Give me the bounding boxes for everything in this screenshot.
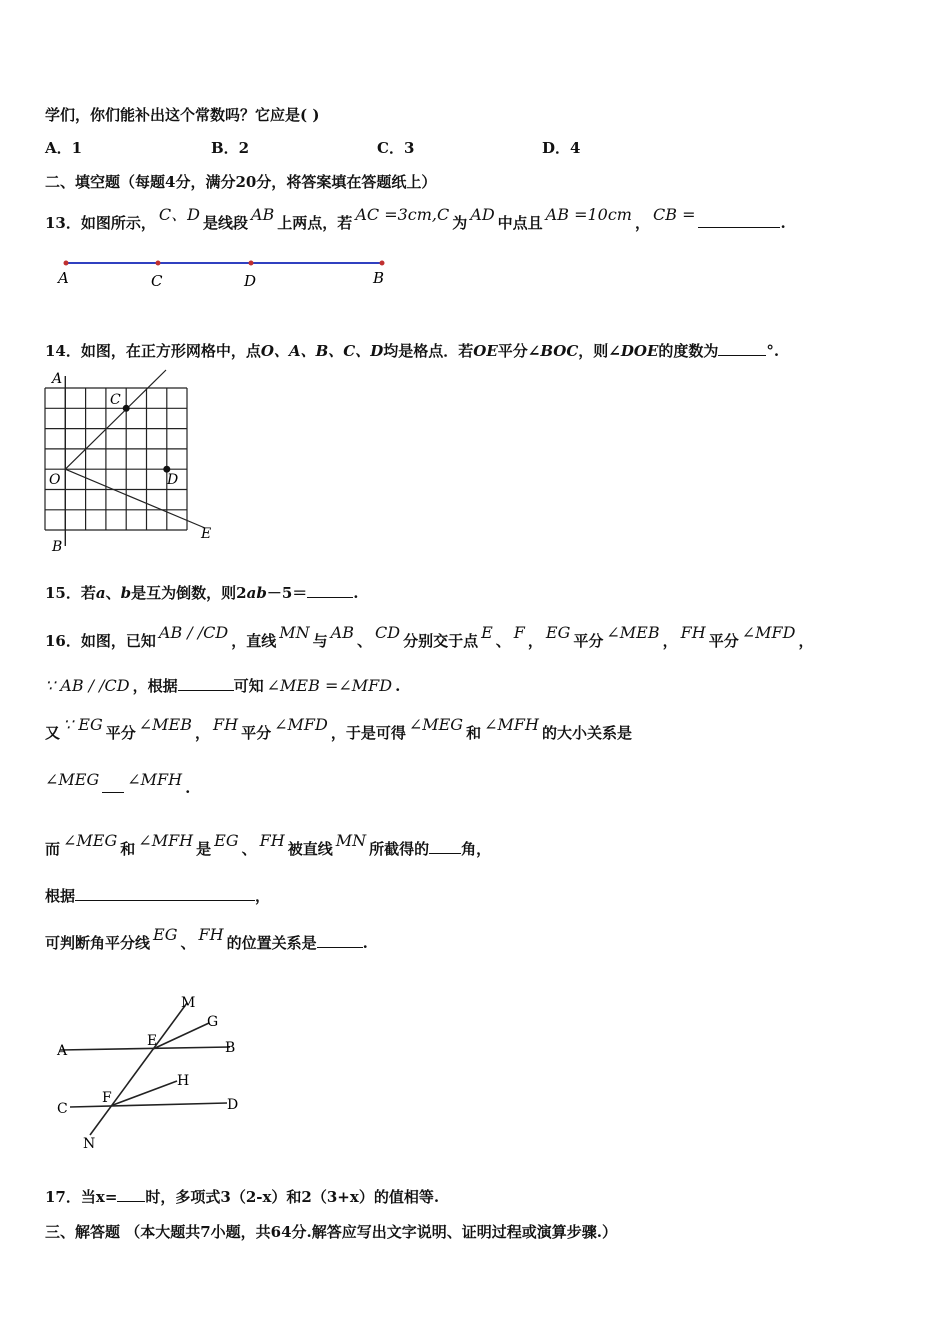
answer-blank — [178, 676, 234, 691]
q16-math: ∠MEB — [138, 715, 192, 734]
q16-math: ∵ EG — [63, 715, 103, 734]
q16-math: MN — [335, 831, 367, 850]
q16-text: 的位置关系是 — [226, 934, 317, 952]
q16-text: 又 — [45, 724, 61, 742]
label-e: E — [201, 526, 212, 542]
label-b: B — [225, 1040, 236, 1056]
q13-math: C、D — [158, 205, 200, 224]
point-c — [156, 261, 161, 266]
label-m: M — [181, 995, 196, 1011]
answer-blank — [718, 341, 766, 356]
q16-math: EG — [153, 925, 178, 944]
label-a: A — [52, 371, 63, 387]
ray-oc — [65, 370, 166, 469]
q16-math: FH — [259, 831, 285, 850]
answer-blank — [698, 213, 780, 228]
q16-math: F — [513, 623, 525, 642]
q16-text: 可知 — [233, 677, 264, 695]
q14-text: 均是格点．若 — [383, 342, 474, 360]
q16-text: 根据 — [45, 887, 76, 905]
q16-math: EG — [214, 831, 239, 850]
label-e: E — [147, 1033, 158, 1049]
answer-blank — [429, 839, 461, 854]
label-h: H — [177, 1073, 190, 1089]
label-b: B — [52, 539, 63, 555]
q16-line-1 — [45, 623, 814, 651]
ray-fh — [113, 1081, 177, 1105]
q16-text: 平分 — [241, 724, 272, 742]
q12-tail: 学们，你们能补出这个常数吗？它应是( ) — [45, 106, 320, 124]
q15-text: 、 — [105, 584, 121, 602]
label-d: D — [244, 272, 257, 290]
label-g: G — [207, 1014, 219, 1030]
q16-text: 与 — [312, 632, 328, 650]
q16-math: CD — [374, 623, 401, 642]
q16-math: E — [481, 623, 493, 642]
q15-number: 15． — [45, 584, 81, 602]
q16-text: . — [395, 677, 401, 695]
label-a: A — [57, 1043, 68, 1059]
option-c: C．3 — [377, 139, 415, 157]
q15-expr: 2 — [236, 584, 247, 602]
q16-line-6 — [45, 885, 270, 906]
q16-line-4 — [45, 770, 191, 797]
q16-math: FH — [198, 925, 224, 944]
q16-text: . — [185, 779, 191, 797]
label-c: C — [57, 1101, 68, 1117]
q13-math: AB =10cm — [545, 205, 632, 224]
q16-text: ，直线 — [231, 632, 277, 650]
q14-line — [45, 340, 779, 361]
q16-math: ∠MEB =∠MFD — [266, 676, 393, 695]
q16-text: 、 — [356, 632, 372, 650]
point-d — [249, 261, 254, 266]
q16-text: ， — [662, 632, 678, 650]
q15-expr: ab — [246, 584, 267, 602]
q15-b: b — [120, 584, 132, 602]
q16-text: 、 — [495, 632, 511, 650]
q16-text: 、 — [180, 934, 196, 952]
q16-line-5 — [45, 831, 492, 859]
q13-text: . — [780, 214, 786, 232]
point-b — [380, 261, 385, 266]
ray-oe — [65, 469, 205, 528]
q13-text: 为 — [452, 214, 468, 232]
line-mn — [90, 1003, 190, 1135]
q16-math: ∵ AB / /CD — [45, 676, 130, 695]
q16-text: 分别交于点 — [403, 632, 479, 650]
q16-text: ， — [798, 632, 814, 650]
point-c — [123, 405, 130, 412]
label-o: O — [49, 472, 61, 488]
q16-math: AB — [330, 623, 354, 642]
q16-math: ∠MEG — [45, 770, 100, 789]
option-d: D．4 — [542, 139, 581, 157]
q16-math: ∠MFH — [484, 715, 539, 734]
q16-math: ∠MEG — [408, 715, 464, 734]
section2-heading: 二、填空题（每题4分，满分20分，将答案填在答题纸上） — [45, 173, 437, 191]
q16-text: 的大小关系是 — [541, 724, 632, 742]
q16-math: MN — [279, 623, 310, 642]
label-f: F — [102, 1090, 112, 1106]
q16-line-2 — [45, 675, 400, 696]
q15-a: a — [95, 584, 106, 602]
q16-text: ， — [255, 887, 271, 905]
q16-math: EG — [545, 623, 571, 642]
q17-text: 时，多项式3（2-x）和2（3+x）的值相等. — [145, 1188, 440, 1206]
q16-text: 是 — [196, 840, 212, 858]
q16-math: AB / /CD — [158, 623, 229, 642]
q13-math: AD — [470, 205, 495, 224]
q13-text: ， — [634, 214, 650, 232]
ray-eg — [153, 1023, 209, 1049]
q14-grid-figure — [40, 368, 230, 558]
q13-segment-figure — [40, 250, 400, 295]
label-d: D — [227, 1097, 239, 1113]
q16-math: FH — [680, 623, 706, 642]
option-b: B．2 — [211, 139, 250, 157]
q16-text: 被直线 — [287, 840, 333, 858]
q13-math: CB = — [652, 205, 696, 224]
q16-math: ∠MFD — [741, 623, 796, 642]
label-n: N — [83, 1136, 96, 1152]
square-grid — [45, 388, 187, 530]
q14-doe: DOE — [620, 342, 659, 360]
q17-number: 17． — [45, 1188, 81, 1206]
section3-heading: 三、解答题 （本大题共7小题，共64分.解答应写出文字说明、证明过程或演算步骤.） — [45, 1223, 617, 1241]
q14-text: 平分∠ — [497, 342, 541, 360]
answer-blank — [102, 778, 124, 793]
label-a: A — [58, 269, 69, 287]
q16-math: ∠MFD — [274, 715, 328, 734]
q14-number: 14． — [45, 342, 81, 360]
q14-points: O、A、B、C、D — [260, 342, 384, 360]
label-c: C — [151, 272, 163, 290]
q13-text: 是线段 — [202, 214, 248, 232]
q13-line — [45, 205, 786, 233]
line-cd — [70, 1103, 227, 1107]
label-c: C — [110, 392, 121, 408]
q16-text: 如图，已知 — [80, 632, 156, 650]
q16-text: 角， — [461, 840, 492, 858]
q16-math: FH — [213, 715, 239, 734]
q13-text: 如图所示， — [80, 214, 156, 232]
q14-boc: BOC — [540, 342, 579, 360]
q16-text: 平分 — [708, 632, 739, 650]
point-a — [64, 261, 69, 266]
answer-blank — [307, 583, 353, 598]
answer-blank — [117, 1187, 145, 1202]
q16-text: 、 — [241, 840, 257, 858]
q13-math: AB — [250, 205, 275, 224]
q16-text: ，根据 — [132, 677, 178, 695]
q16-text: 和 — [466, 724, 482, 742]
q15-expr: －5＝ — [266, 584, 308, 602]
q13-number: 13． — [45, 214, 81, 232]
answer-blank — [75, 886, 255, 901]
q16-parallel-lines-figure — [45, 985, 260, 1160]
q13-text: 中点且 — [497, 214, 543, 232]
q16-text: 而 — [45, 840, 61, 858]
q14-text: 的度数为 — [658, 342, 719, 360]
q16-text: 平分 — [105, 724, 136, 742]
q16-text: ， — [527, 632, 543, 650]
q16-text: 可判断角平分线 — [45, 934, 151, 952]
q15-line — [45, 582, 358, 603]
q16-number: 16． — [45, 632, 81, 650]
label-d: D — [167, 472, 179, 488]
q15-text: 是互为倒数，则 — [131, 584, 237, 602]
q16-text: 和 — [120, 840, 136, 858]
q16-math: ∠MFH — [138, 831, 194, 850]
q16-text: 平分 — [573, 632, 604, 650]
q13-text: 上两点，若 — [277, 214, 353, 232]
q13-math: AC =3cm,C — [355, 205, 450, 224]
q16-text: ， — [195, 724, 211, 742]
option-a: A．1 — [45, 139, 83, 157]
q16-math: ∠MFH — [127, 770, 183, 789]
q15-text: . — [353, 584, 359, 602]
q15-text: 若 — [80, 584, 96, 602]
line-ab — [60, 1047, 230, 1050]
q14-oe: OE — [473, 342, 498, 360]
q16-line-7 — [45, 925, 368, 953]
q17-line — [45, 1186, 439, 1207]
q16-math: ∠MEG — [63, 831, 118, 850]
label-b: B — [373, 269, 385, 287]
q16-line-3 — [45, 715, 632, 743]
q16-text: . — [362, 934, 368, 952]
answer-blank — [317, 933, 363, 948]
q14-text: °. — [766, 342, 780, 360]
q16-text: 所截得的 — [369, 840, 430, 858]
q16-math: ∠MEB — [606, 623, 660, 642]
q16-text: ，于是可得 — [330, 724, 406, 742]
q14-text: 如图，在正方形网格中，点 — [80, 342, 261, 360]
q17-text: 当x= — [80, 1188, 118, 1206]
q14-text: ，则∠ — [578, 342, 621, 360]
